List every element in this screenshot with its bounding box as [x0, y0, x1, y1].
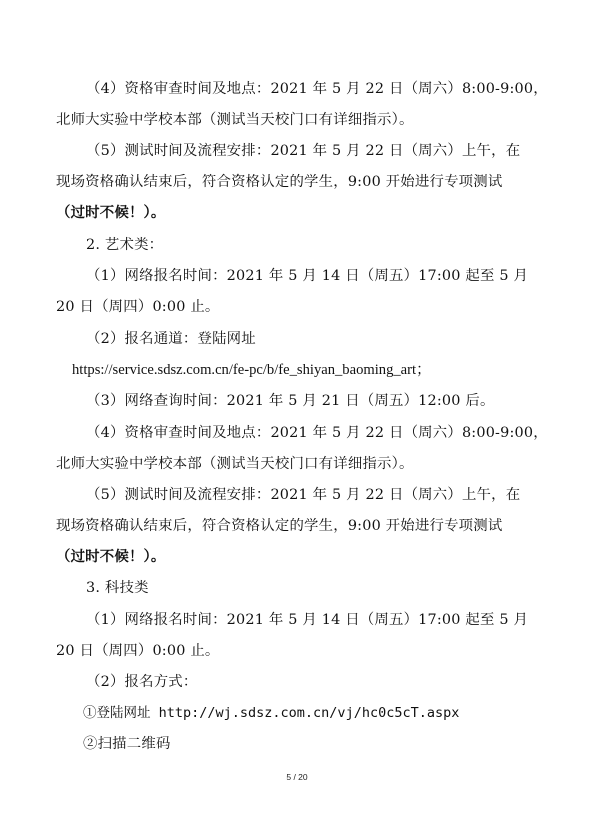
- text-line-15: 现场资格确认结束后，符合资格认定的学生，9:00 开始进行专项测试: [56, 518, 503, 534]
- text-line-2: 北师大实验中学校本部（测试当天校门口有详细指示）。: [56, 112, 414, 128]
- text-line-20: （2）报名方式：: [86, 674, 198, 690]
- text-line-8: 20 日（周四）0:00 止。: [56, 299, 220, 315]
- text-line-11: （3）网络查询时间：2021 年 5 月 21 日（周五）12:00 后。: [86, 393, 495, 409]
- art-signup-url: https://service.sdsz.com.cn/fe-pc/b/fe_shiyan_baoming_art；: [72, 362, 431, 378]
- section-heading-tech: 3. 科技类: [86, 580, 149, 596]
- text-line-18: （1）网络报名时间：2021 年 5 月 14 日（周五）17:00 起至 5 月: [86, 612, 529, 628]
- text-line-16: （过时不候！）。: [56, 548, 166, 565]
- text-line-19: 20 日（周四）0:00 止。: [56, 643, 220, 659]
- text-line-7: （1）网络报名时间：2021 年 5 月 14 日（周五）17:00 起至 5 月: [86, 268, 529, 284]
- text-line-4: 现场资格确认结束后，符合资格认定的学生，9:00 开始进行专项测试: [56, 174, 503, 190]
- text-line-12: （4）资格审查时间及地点：2021 年 5 月 22 日（周六）8:00-9:00，: [86, 425, 548, 441]
- text-line-14: （5）测试时间及流程安排：2021 年 5 月 22 日（周六）上午，在: [86, 487, 521, 503]
- text-line-1: （4）资格审查时间及地点：2021 年 5 月 22 日（周六）8:00-9:00，: [86, 81, 548, 97]
- text-line-13: 北师大实验中学校本部（测试当天校门口有详细指示）。: [56, 456, 414, 472]
- text-line-9: （2）报名通道：登陆网址: [86, 331, 256, 347]
- section-heading-art: 2. 艺术类：: [86, 237, 164, 253]
- tech-signup-url: ①登陆网址 http://wj.sdsz.com.cn/vj/hc0c5cT.aspx: [83, 705, 460, 721]
- text-line-3: （5）测试时间及流程安排：2021 年 5 月 22 日（周六）上午，在: [86, 143, 521, 159]
- page-number: 5 / 20: [286, 772, 308, 782]
- text-line-5: （过时不候！）。: [56, 204, 166, 221]
- text-line-22: ②扫描二维码: [83, 736, 171, 752]
